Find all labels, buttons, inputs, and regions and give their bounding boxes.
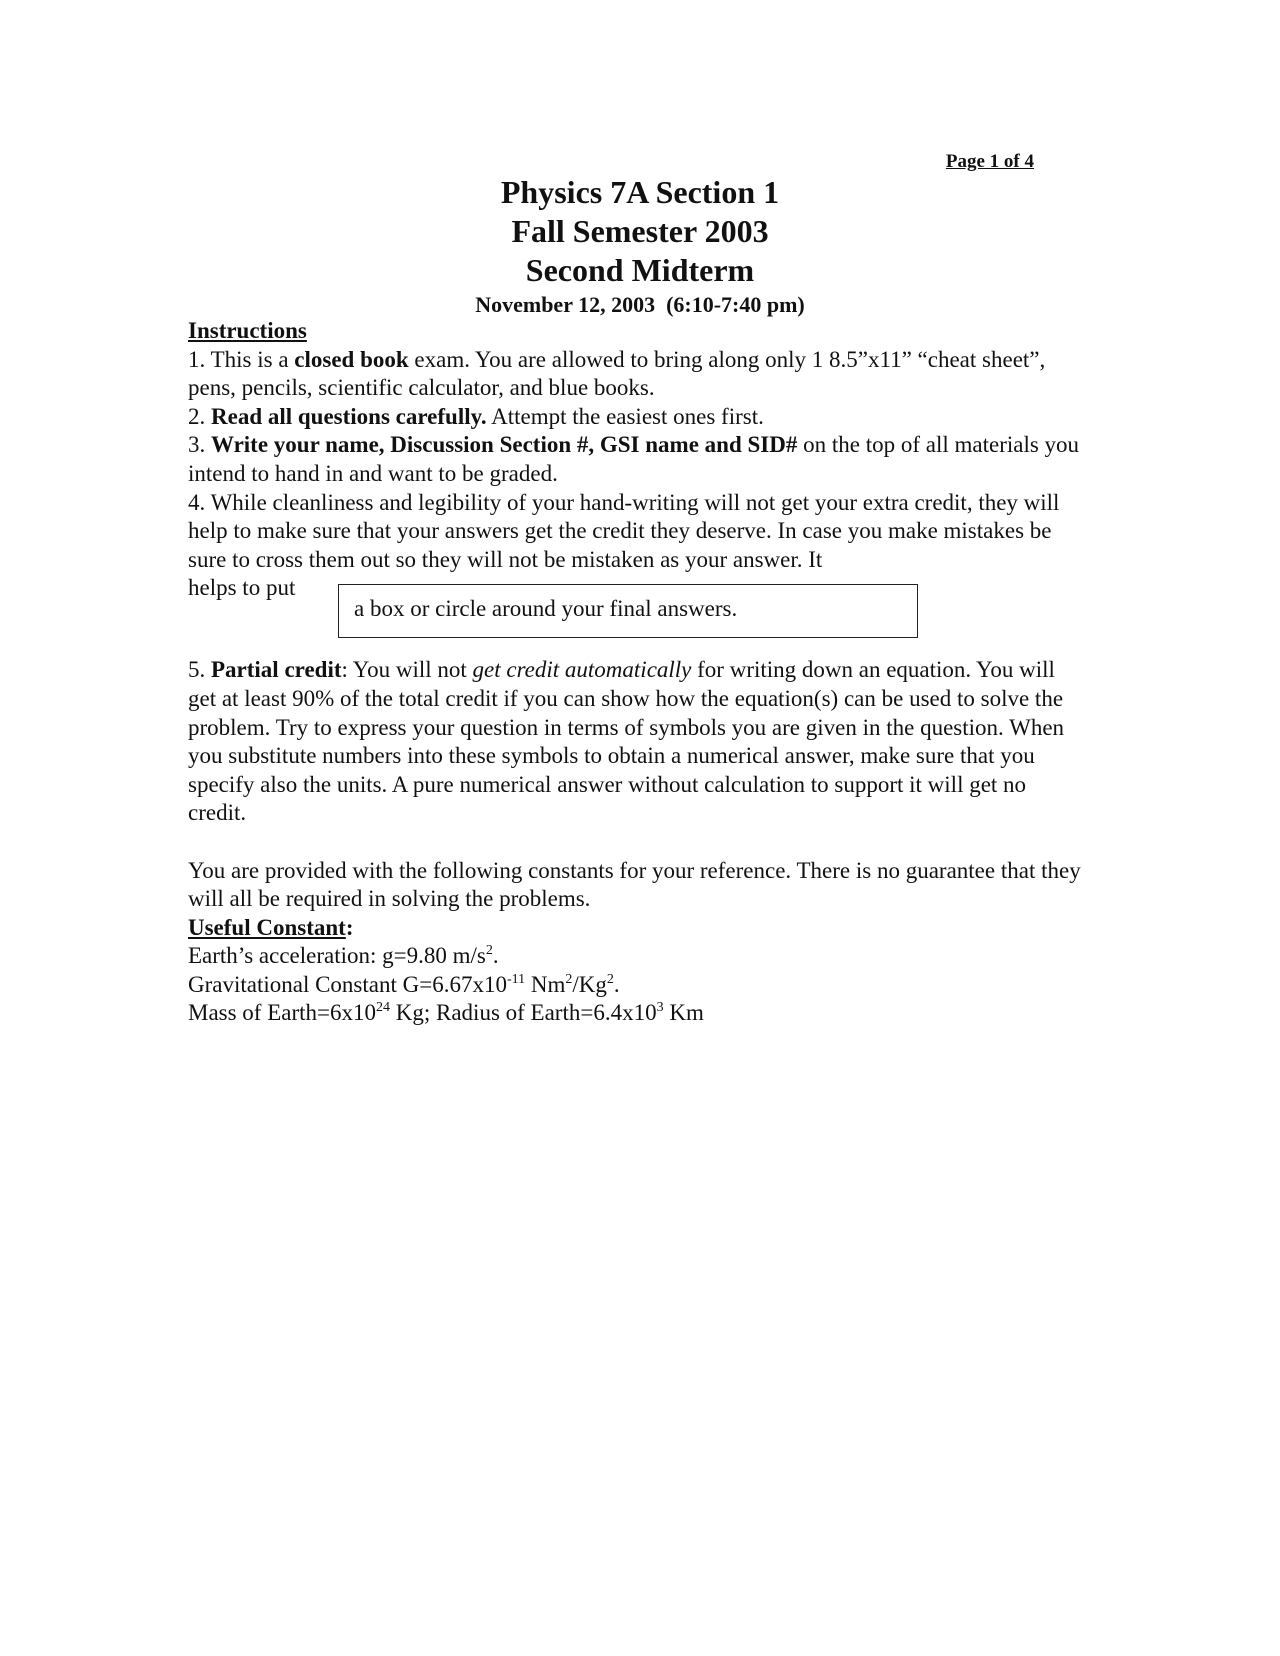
instruction-4-box-line <box>188 574 1088 622</box>
constant-g-label: Earth’s acceleration: g=9.80 m/s <box>188 943 486 969</box>
instruction-1-prefix: 1. This is a <box>188 346 295 372</box>
instructions-section <box>188 317 1088 1028</box>
instruction-5 <box>188 656 1088 828</box>
earth-mass-exponent: 24 <box>376 1000 390 1016</box>
constant-G-unit-1: Nm <box>525 971 566 997</box>
constant-earth <box>188 999 1088 1028</box>
instruction-1 <box>188 346 1088 403</box>
instruction-5-italic: get credit automatically <box>472 657 692 683</box>
instruction-1-text: exam. You are allowed to bring along only 1 8.5”x11” “cheat sheet”, pens, pencils, scientific calculator, and blue books. <box>188 346 1046 401</box>
constants-heading: Useful Constant <box>188 914 346 940</box>
instruction-3-bold: Write your name, Discussion Section #, GSI name and SID# <box>211 432 798 458</box>
constant-G-unit-2: /Kg <box>572 971 607 997</box>
constants-heading-colon: : <box>345 914 354 940</box>
earth-mass-label: Mass of Earth=6x10 <box>188 1000 376 1026</box>
semester-title: Fall Semester 2003 <box>511 213 769 249</box>
instruction-5-bold: Partial credit <box>211 657 342 683</box>
instruction-5-text: for writing down an equation. You will get at least 90% of the total credit if you can show how the equation(s) can be used to solve the problem. Try to express your question in terms of symbols you are given in the question. When you substitute numbers into these symbols to obtain a numerical answer, make sure that you specify also the units. A pure numerical answer without calculation to support it will get no credit. <box>188 657 1065 826</box>
exam-title-block <box>0 173 1280 320</box>
instruction-4-lead: helps to put <box>188 575 296 601</box>
constants-heading-line <box>188 914 1088 943</box>
instruction-2-bold: Read all questions carefully. <box>211 403 487 429</box>
instruction-2-prefix: 2. <box>188 403 211 429</box>
earth-radius-unit: Km <box>663 1000 704 1026</box>
constant-g <box>188 942 1088 971</box>
constant-G <box>188 971 1088 1000</box>
constant-G-unit-2-exponent: 2 <box>606 971 614 987</box>
earth-radius-exponent: 3 <box>656 1000 664 1016</box>
instruction-1-bold: closed book <box>294 346 409 372</box>
exam-title: Second Midterm <box>525 252 755 288</box>
constant-G-unit-1-exponent: 2 <box>565 971 573 987</box>
constant-G-exponent: -11 <box>506 971 526 987</box>
page-number: Page 1 of 4 <box>945 151 1034 172</box>
instruction-3-text: on the top of all materials you intend to hand in and want to be graded. <box>188 432 1080 486</box>
course-title: Physics 7A Section 1 <box>500 174 780 210</box>
exam-date: November 12, 2003 (6:10-7:40 pm) <box>475 292 805 317</box>
instruction-5-prefix: 5. <box>188 657 211 683</box>
instruction-3 <box>188 431 1088 488</box>
instruction-4: 4. While cleanliness and legibility of your hand-writing will not get your extra credit, they will help to make sure that your answers get the credit they deserve. In case you make mistakes be sure to cross them out so they will not be mistaken as your answer. It <box>188 489 1060 572</box>
instruction-3-prefix: 3. <box>188 432 211 458</box>
instruction-2 <box>188 403 1088 432</box>
constant-G-end: . <box>613 971 620 997</box>
instruction-2-text: Attempt the easiest ones first. <box>486 403 764 429</box>
instructions-heading: Instructions <box>188 318 307 343</box>
constant-g-exponent: 2 <box>485 943 493 959</box>
earth-radius-label: Kg; Radius of Earth=6.4x10 <box>390 1000 657 1026</box>
instruction-5-colon: : You will not <box>341 657 473 683</box>
constant-G-label: Gravitational Constant G=6.67x10 <box>188 971 507 997</box>
constant-g-end: . <box>492 943 499 969</box>
final-answer-box: a box or circle around your final answers. <box>338 584 918 638</box>
reference-note: You are provided with the following constants for your reference. There is no guarantee that they will all be required in solving the problems. <box>188 857 1081 912</box>
spacer <box>188 828 1088 857</box>
